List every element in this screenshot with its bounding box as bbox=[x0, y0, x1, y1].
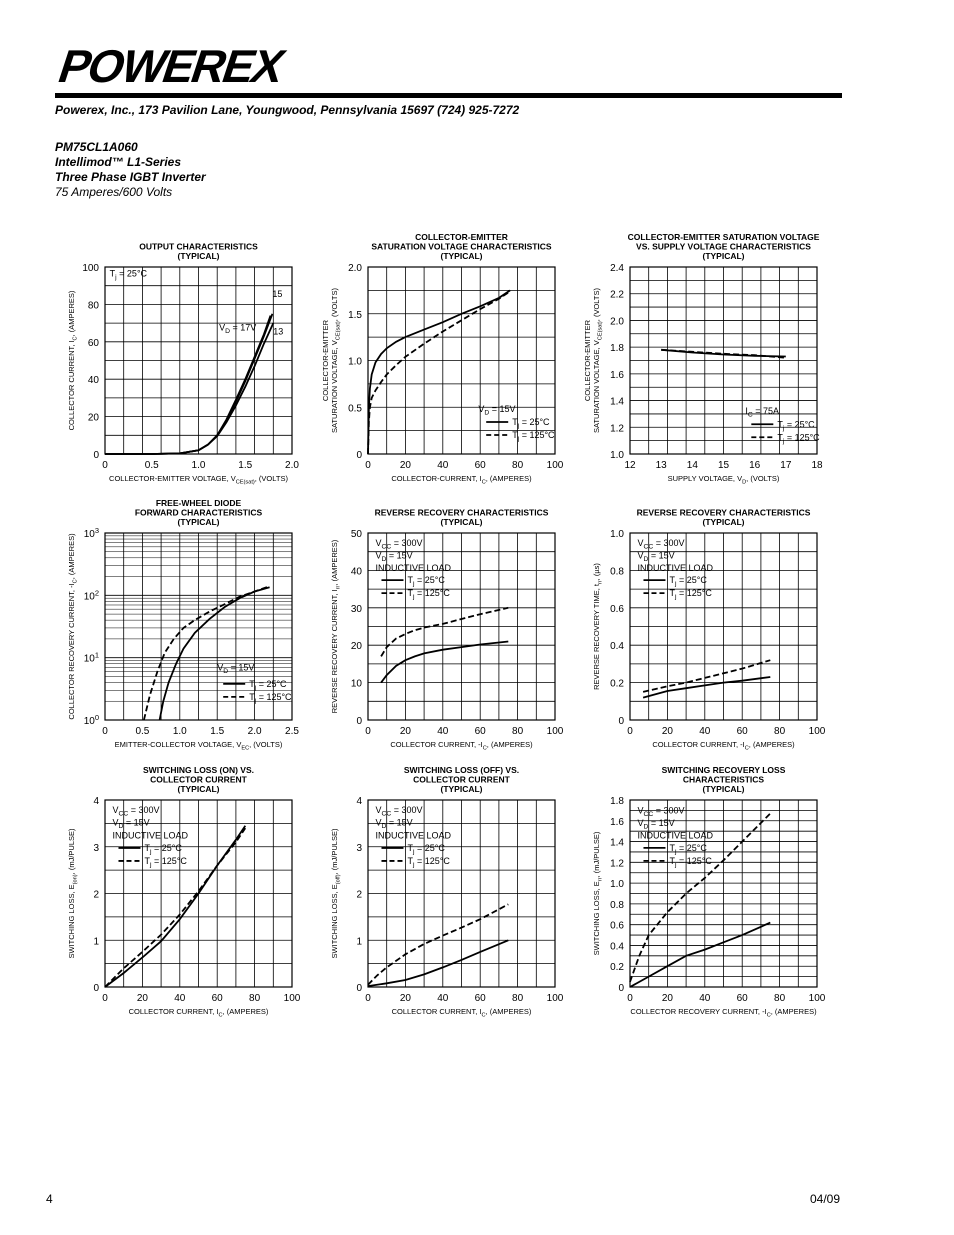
y-tick-label: 1.2 bbox=[610, 858, 624, 870]
x-axis-label: COLLECTOR-CURRENT, $I_C$, (AMPERES) bbox=[391, 474, 532, 486]
chart-title-line: COLLECTOR-EMITTER bbox=[415, 232, 508, 242]
y-tick-label: 1.0 bbox=[610, 450, 624, 461]
chart-c9 bbox=[572, 760, 835, 1017]
annotation: $V_{CC} = 300V$ bbox=[637, 538, 685, 551]
y-tick-label: 20 bbox=[350, 641, 362, 653]
part-number: PM75CL1A060 bbox=[55, 140, 138, 154]
chart-title-line: (TYPICAL) bbox=[702, 784, 745, 794]
y-tick-label: 0 bbox=[618, 983, 624, 994]
chart-c7 bbox=[47, 760, 310, 1017]
chart-c8 bbox=[310, 760, 573, 1017]
y-tick-label: 1.2 bbox=[610, 423, 624, 435]
x-tick-label: 17 bbox=[780, 460, 792, 471]
chart-c1 bbox=[47, 227, 310, 484]
annotation: $T_j = 25^\circ C$ bbox=[109, 268, 148, 281]
y-tick-label: 0 bbox=[356, 716, 362, 727]
y-tick-label: 0.4 bbox=[610, 941, 624, 953]
chart-title-line: OUTPUT CHARACTERISTICS bbox=[139, 241, 258, 252]
x-tick-label: 1.0 bbox=[172, 726, 187, 737]
chart-title-line: CHARACTERISTICS bbox=[682, 774, 765, 785]
chart-title-line: COLLECTOR CURRENT bbox=[413, 774, 510, 785]
y-axis-label: COLLECTOR CURRENT, $I_C$, (AMPERES) bbox=[67, 290, 79, 431]
legend-label: $T_j = 125^\circ C$ bbox=[249, 691, 292, 705]
x-tick-label: 0 bbox=[365, 726, 371, 737]
x-tick-label: 1.5 bbox=[238, 460, 253, 471]
y-tick-label: 2 bbox=[356, 889, 362, 901]
annotation: $V_{CC} = 300V$ bbox=[112, 805, 160, 818]
y-axis-label: REVERSE RECOVERY TIME, $t_{rr}$, (µs) bbox=[592, 563, 604, 690]
x-tick-label: 40 bbox=[699, 993, 711, 1004]
chart-title-line: COLLECTOR-EMITTER SATURATION VOLTAGE bbox=[627, 232, 820, 242]
y-tick-label: 0.2 bbox=[610, 678, 624, 690]
y-tick-label: 0.2 bbox=[610, 962, 624, 974]
legend-label: $T_j = 125^\circ C$ bbox=[144, 855, 187, 869]
x-tick-label: 2.0 bbox=[247, 726, 262, 737]
x-tick-label: 12 bbox=[624, 460, 636, 471]
chart-title-line: SWITCHING LOSS (OFF) VS. bbox=[403, 765, 520, 775]
x-tick-label: 80 bbox=[512, 726, 524, 737]
chart-title-line: FREE-WHEEL DIODE bbox=[155, 498, 242, 508]
y-tick-label: 0.6 bbox=[610, 920, 624, 932]
legend-label: $T_j = 25^\circ C$ bbox=[407, 575, 445, 588]
y-tick-label: 1.6 bbox=[610, 816, 624, 828]
y-tick-label: 3 bbox=[93, 842, 99, 854]
x-tick-label: 0 bbox=[365, 993, 371, 1004]
legend-label: $T_j = 25^\circ C$ bbox=[669, 575, 707, 588]
y-tick-label: 30 bbox=[350, 603, 362, 615]
y-tick-label: 50 bbox=[350, 529, 362, 540]
y-tick-label: 0.5 bbox=[348, 403, 362, 415]
y-tick-label: 1 bbox=[356, 936, 362, 948]
y-tick-label: 1.0 bbox=[610, 879, 624, 891]
legend-label: $T_j = 125^\circ C$ bbox=[407, 588, 450, 601]
annotation: $V_{CC} = 300V$ bbox=[637, 805, 685, 819]
chart-title-line: FORWARD CHARACTERISTICS bbox=[134, 507, 263, 518]
x-tick-label: 0 bbox=[627, 993, 633, 1004]
x-tick-label: 2.5 bbox=[285, 726, 299, 737]
x-tick-label: 14 bbox=[686, 460, 698, 471]
x-axis-label: COLLECTOR CURRENT, $-I_C$, (AMPERES) bbox=[390, 740, 533, 752]
x-tick-label: 40 bbox=[699, 726, 711, 737]
y-tick-label: 0.8 bbox=[610, 899, 624, 911]
chart-c6 bbox=[572, 493, 835, 750]
chart-title-line: (TYPICAL) bbox=[702, 517, 745, 527]
x-axis-label: COLLECTOR RECOVERY CURRENT, $-I_C$, (AMPERES) bbox=[630, 1007, 817, 1019]
x-tick-label: 100 bbox=[546, 993, 564, 1004]
x-tick-label: 15 bbox=[717, 460, 730, 471]
x-tick-label: 0 bbox=[102, 993, 108, 1004]
y-tick-label: 80 bbox=[87, 300, 99, 312]
x-tick-label: 60 bbox=[474, 993, 486, 1004]
series-line bbox=[105, 323, 273, 454]
x-tick-label: 2.0 bbox=[285, 460, 299, 471]
chart-title-line: SATURATION VOLTAGE CHARACTERISTICS bbox=[371, 241, 552, 252]
x-tick-label: 0.5 bbox=[144, 460, 159, 471]
powerex-logo bbox=[55, 40, 295, 90]
annotation: $V_D = 15V$ bbox=[217, 662, 255, 676]
y-tick-label: 0.6 bbox=[610, 603, 624, 615]
legend-label: $T_j = 25^\circ C$ bbox=[407, 842, 445, 856]
chart-title-line: (TYPICAL) bbox=[177, 784, 220, 794]
product-info bbox=[55, 140, 206, 200]
chart-title-line: SWITCHING LOSS (ON) VS. bbox=[143, 765, 254, 775]
annotation: $V_D = 15V$ bbox=[478, 403, 516, 417]
y-axis-label: COLLECTOR-EMITTER bbox=[321, 319, 330, 402]
y-tick-label: 1.8 bbox=[610, 796, 624, 807]
x-tick-label: 20 bbox=[136, 993, 148, 1004]
annotation: $I_C = 75A$ bbox=[745, 405, 779, 419]
product-rating: 75 Amperes/600 Volts bbox=[55, 185, 173, 199]
x-axis-label: COLLECTOR CURRENT, $I_C$, (AMPERES) bbox=[128, 1007, 269, 1019]
annotation: $V_D = 15V$ bbox=[375, 817, 413, 831]
chart-title-line: (TYPICAL) bbox=[440, 251, 483, 261]
y-tick-label: 60 bbox=[87, 337, 99, 349]
x-tick-label: 1.5 bbox=[210, 726, 225, 737]
chart-c4 bbox=[47, 493, 310, 750]
chart-c3 bbox=[572, 227, 835, 484]
x-tick-label: 20 bbox=[661, 993, 673, 1004]
series-name: Intellimod™ L1-Series bbox=[55, 155, 182, 169]
x-tick-label: 80 bbox=[512, 460, 524, 471]
x-tick-label: 60 bbox=[474, 726, 486, 737]
y-tick-label: 1.4 bbox=[610, 837, 624, 849]
legend-label: $T_j = 125^\circ C$ bbox=[512, 430, 555, 443]
x-tick-label: 40 bbox=[437, 993, 449, 1004]
y-tick-label: 40 bbox=[87, 375, 99, 387]
legend-label: $T_j = 25^\circ C$ bbox=[249, 678, 287, 692]
annotation: $V_D = 15V$ bbox=[112, 817, 150, 831]
y-tick-label: $10^3$ bbox=[83, 526, 99, 540]
annotation: 15 bbox=[272, 288, 283, 299]
x-tick-label: 0 bbox=[627, 726, 633, 737]
x-tick-label: 100 bbox=[808, 726, 826, 737]
y-tick-label: $10^2$ bbox=[83, 588, 99, 603]
chart-title-line: REVERSE RECOVERY CHARACTERISTICS bbox=[374, 507, 549, 518]
x-tick-label: 40 bbox=[437, 460, 449, 471]
x-tick-label: 60 bbox=[474, 460, 486, 471]
y-tick-label: 4 bbox=[93, 796, 99, 807]
product-description: Three Phase IGBT Inverter bbox=[55, 170, 206, 184]
y-tick-label: 4 bbox=[356, 796, 362, 807]
y-tick-label: 0 bbox=[93, 983, 99, 994]
chart-title-line: (TYPICAL) bbox=[177, 251, 220, 261]
x-tick-label: 100 bbox=[546, 460, 564, 471]
y-tick-label: 0.4 bbox=[610, 641, 624, 653]
x-tick-label: 20 bbox=[399, 726, 411, 737]
annotation: INDUCTIVE LOAD bbox=[112, 830, 188, 841]
y-axis-label: SWITCHING LOSS, $E_{(off)}$, (mJ/PULSE) bbox=[330, 828, 342, 959]
y-tick-label: 20 bbox=[87, 412, 99, 424]
x-axis-label: EMITTER-COLLECTOR VOLTAGE, $V_{EC}$, (VOLTS) bbox=[114, 740, 283, 752]
y-tick-label: 10 bbox=[350, 678, 362, 690]
x-tick-label: 40 bbox=[174, 993, 186, 1004]
x-tick-label: 0 bbox=[102, 460, 108, 471]
header-rule bbox=[55, 93, 842, 98]
y-tick-label: 40 bbox=[350, 566, 362, 578]
annotation: $V_D = 15V$ bbox=[375, 550, 413, 563]
x-tick-label: 80 bbox=[512, 993, 524, 1004]
x-tick-label: 60 bbox=[736, 726, 748, 737]
y-tick-label: 1.6 bbox=[610, 369, 624, 381]
y-axis-label: COLLECTOR RECOVERY CURRENT, $-I_C$, (AMPERES) bbox=[67, 533, 79, 720]
annotation: INDUCTIVE LOAD bbox=[375, 562, 451, 573]
annotation: INDUCTIVE LOAD bbox=[637, 562, 713, 573]
chart-title-line: (TYPICAL) bbox=[177, 517, 220, 527]
y-tick-label: 2.4 bbox=[610, 263, 624, 274]
chart-c2 bbox=[310, 227, 573, 484]
y-tick-label: 1.0 bbox=[610, 529, 624, 540]
y-tick-label: 100 bbox=[82, 263, 99, 274]
x-tick-label: 20 bbox=[399, 460, 411, 471]
annotation: $V_D = 15V$ bbox=[637, 550, 675, 563]
logo-text: POWEREX bbox=[55, 41, 290, 90]
y-tick-label: $10^0$ bbox=[83, 713, 99, 727]
y-tick-label: 0 bbox=[356, 983, 362, 994]
x-tick-label: 100 bbox=[283, 993, 301, 1004]
x-tick-label: 20 bbox=[661, 726, 673, 737]
y-tick-label: 0 bbox=[618, 716, 624, 727]
x-axis-label: COLLECTOR CURRENT, $I_C$, (AMPERES) bbox=[391, 1007, 532, 1019]
x-tick-label: 80 bbox=[249, 993, 261, 1004]
y-axis-label: COLLECTOR-EMITTER bbox=[583, 319, 592, 402]
legend-label: $T_j = 25^\circ C$ bbox=[777, 419, 815, 432]
legend-label: $T_j = 25^\circ C$ bbox=[512, 417, 550, 430]
annotation: $V_{CC} = 300V$ bbox=[375, 538, 423, 551]
x-tick-label: 1.0 bbox=[191, 460, 206, 471]
chart-title-line: REVERSE RECOVERY CHARACTERISTICS bbox=[636, 507, 811, 518]
y-axis-label: SWITCHING LOSS, $E_{rr}$, (mJ/PULSE) bbox=[592, 831, 604, 956]
y-tick-label: 1.4 bbox=[610, 396, 624, 408]
x-tick-label: 0 bbox=[102, 726, 108, 737]
annotation: $V_D = 17V$ bbox=[219, 322, 257, 336]
x-axis-label: SUPPLY VOLTAGE, $V_D$, (VOLTS) bbox=[667, 474, 780, 486]
page-number: 4 bbox=[46, 1192, 53, 1206]
x-axis-label: COLLECTOR-EMITTER VOLTAGE, $V_{CE(sat)}$, (VOLTS) bbox=[109, 474, 288, 486]
x-tick-label: 20 bbox=[399, 993, 411, 1004]
x-tick-label: 40 bbox=[437, 726, 449, 737]
series-line bbox=[368, 940, 508, 986]
annotation: INDUCTIVE LOAD bbox=[375, 830, 451, 841]
y-tick-label: 1 bbox=[93, 936, 99, 948]
y-tick-label: $10^1$ bbox=[83, 650, 99, 665]
series-line bbox=[368, 291, 510, 454]
legend-label: $T_j = 125^\circ C$ bbox=[777, 432, 820, 445]
chart-title-line: SWITCHING RECOVERY LOSS bbox=[661, 765, 786, 775]
y-tick-label: 3 bbox=[356, 842, 362, 854]
chart-c5 bbox=[310, 493, 573, 750]
annotation: 13 bbox=[273, 326, 284, 337]
y-tick-label: 1.5 bbox=[348, 309, 362, 321]
annotation: $V_D = 15V$ bbox=[637, 817, 675, 831]
legend-label: $T_j = 25^\circ C$ bbox=[669, 842, 707, 856]
x-tick-label: 100 bbox=[808, 993, 826, 1004]
chart-title-line: VS. SUPPLY VOLTAGE CHARACTERISTICS bbox=[636, 241, 811, 252]
y-tick-label: 2.0 bbox=[348, 263, 362, 274]
x-tick-label: 13 bbox=[655, 460, 667, 471]
x-tick-label: 80 bbox=[774, 726, 786, 737]
chart-title-line: (TYPICAL) bbox=[440, 517, 483, 527]
chart-title-line: (TYPICAL) bbox=[440, 784, 483, 794]
legend-label: $T_j = 125^\circ C$ bbox=[669, 855, 712, 869]
legend-label: $T_j = 125^\circ C$ bbox=[669, 588, 712, 601]
legend-label: $T_j = 125^\circ C$ bbox=[407, 855, 450, 869]
series-line bbox=[368, 290, 510, 454]
revision-date: 04/09 bbox=[810, 1192, 841, 1206]
annotation: $V_{CC} = 300V$ bbox=[375, 805, 423, 818]
x-tick-label: 0.5 bbox=[135, 726, 150, 737]
y-tick-label: 1.8 bbox=[610, 343, 624, 355]
y-axis-label: SWITCHING LOSS, $E_{(on)}$, (mJ/PULSE) bbox=[67, 828, 79, 959]
y-tick-label: 2 bbox=[93, 889, 99, 901]
series-line bbox=[643, 660, 770, 692]
y-tick-label: 0 bbox=[356, 450, 362, 461]
x-tick-label: 80 bbox=[774, 993, 786, 1004]
annotation: INDUCTIVE LOAD bbox=[637, 830, 713, 841]
y-axis-label: SATURATION VOLTAGE, $V_{CE(sat)}$, (VOLTS) bbox=[330, 287, 342, 434]
x-tick-label: 100 bbox=[546, 726, 564, 737]
x-tick-label: 18 bbox=[811, 460, 823, 471]
y-tick-label: 0.8 bbox=[610, 566, 624, 578]
x-tick-label: 60 bbox=[211, 993, 223, 1004]
y-tick-label: 2.0 bbox=[610, 316, 624, 328]
y-tick-label: 0 bbox=[93, 450, 99, 461]
series-line bbox=[368, 904, 508, 984]
x-tick-label: 0 bbox=[365, 460, 371, 471]
chart-title-line: (TYPICAL) bbox=[702, 251, 745, 261]
company-address: Powerex, Inc., 173 Pavilion Lane, Youngwood, Pennsylvania 15697 (724) 925-7272 bbox=[55, 103, 520, 117]
legend-label: $T_j = 25^\circ C$ bbox=[144, 842, 182, 856]
y-tick-label: 1.0 bbox=[348, 356, 362, 368]
x-axis-label: COLLECTOR CURRENT, $-I_C$, (AMPERES) bbox=[652, 740, 795, 752]
y-axis-label: REVERSE RECOVERY CURRENT, $I_{rr}$, (AMPERES) bbox=[330, 539, 342, 714]
y-axis-label: SATURATION VOLTAGE, $V_{CE(sat)}$, (VOLTS) bbox=[592, 287, 604, 434]
x-tick-label: 60 bbox=[736, 993, 748, 1004]
x-tick-label: 16 bbox=[749, 460, 761, 471]
chart-title-line: COLLECTOR CURRENT bbox=[150, 774, 247, 785]
y-tick-label: 2.2 bbox=[610, 289, 624, 301]
series-line bbox=[381, 642, 508, 683]
